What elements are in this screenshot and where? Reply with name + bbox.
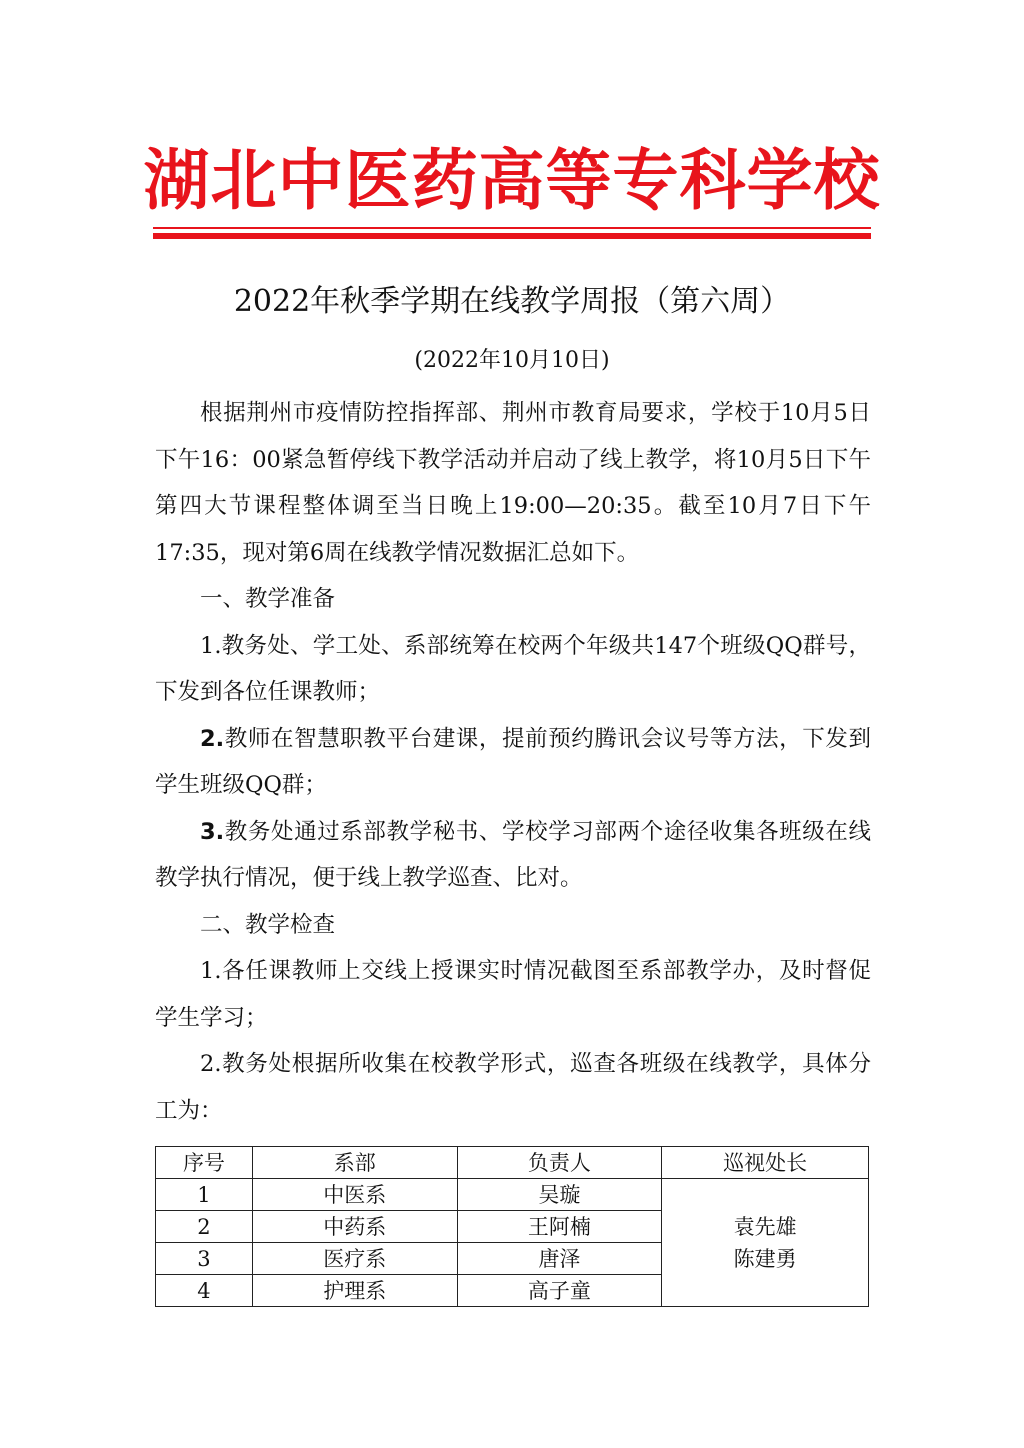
item-text: 教务处通过系部教学秘书、学校学习部两个途径收集各班级在线教学执行情况，便于线上教学巡查、比对。	[155, 818, 871, 891]
inspector-cell	[662, 1179, 869, 1307]
row-department: 护理系	[252, 1275, 457, 1307]
inspector-name: 袁先雄	[733, 1214, 797, 1239]
inspection-assignment-table	[155, 1146, 869, 1307]
preparation-item-3	[155, 809, 871, 902]
row-number: 3	[156, 1243, 253, 1275]
item-number: 3.	[200, 818, 225, 845]
row-person: 高子童	[457, 1275, 662, 1307]
preparation-item-1: 1.教务处、学工处、系部统筹在校两个年级共147个班级QQ群号，下发到各位任课教师；	[155, 632, 871, 705]
table-header-row	[156, 1147, 869, 1179]
inspection-item-2: 2.教务处根据所收集在校教学形式，巡查各班级在线教学，具体分工为：	[155, 1051, 871, 1124]
letterhead-thick-rule	[153, 233, 871, 239]
row-number: 2	[156, 1211, 253, 1243]
item-text: 教师在智慧职教平台建课，提前预约腾讯会议号等方法，下发到学生班级QQ群；	[155, 725, 871, 798]
row-person: 吴璇	[457, 1179, 662, 1211]
row-number: 1	[156, 1179, 253, 1211]
school-letterhead: 湖北中医药高等专科学校	[143, 142, 881, 219]
intro-paragraph: 根据荆州市疫情防控指挥部、荆州市教育局要求，学校于10月5日下午16：00紧急暂停线下教学活动并启动了线上教学，将10月5日下午第四大节课程整体调至当日晚上19:00—20:35。截至10月7日下午17:35，现对第6周在线教学情况数据汇总如下。	[155, 400, 871, 566]
document-date: (2022年10月10日)	[414, 348, 610, 373]
item-number: 2.	[200, 725, 225, 752]
row-person: 王阿楠	[457, 1211, 662, 1243]
row-department: 医疗系	[252, 1243, 457, 1275]
inspector-name: 陈建勇	[733, 1246, 797, 1271]
header-department: 系部	[252, 1147, 457, 1179]
header-person-in-charge: 负责人	[457, 1147, 662, 1179]
row-department: 中药系	[252, 1211, 457, 1243]
document-title: 2022年秋季学期在线教学周报（第六周）	[233, 284, 791, 319]
inspection-item-1: 1.各任课教师上交线上授课实时情况截图至系部教学办，及时督促学生学习；	[155, 958, 871, 1031]
section-heading-inspection: 二、教学检查	[200, 911, 336, 938]
header-inspector: 巡视处长	[662, 1147, 869, 1179]
header-number: 序号	[156, 1147, 253, 1179]
document-body	[155, 390, 871, 1134]
letterhead-thin-rule	[153, 227, 871, 229]
section-heading-preparation: 一、教学准备	[200, 586, 336, 612]
row-person: 唐泽	[457, 1243, 662, 1275]
table-row	[156, 1179, 869, 1211]
row-department: 中医系	[252, 1179, 457, 1211]
preparation-item-2	[155, 716, 871, 809]
row-number: 4	[156, 1275, 253, 1307]
